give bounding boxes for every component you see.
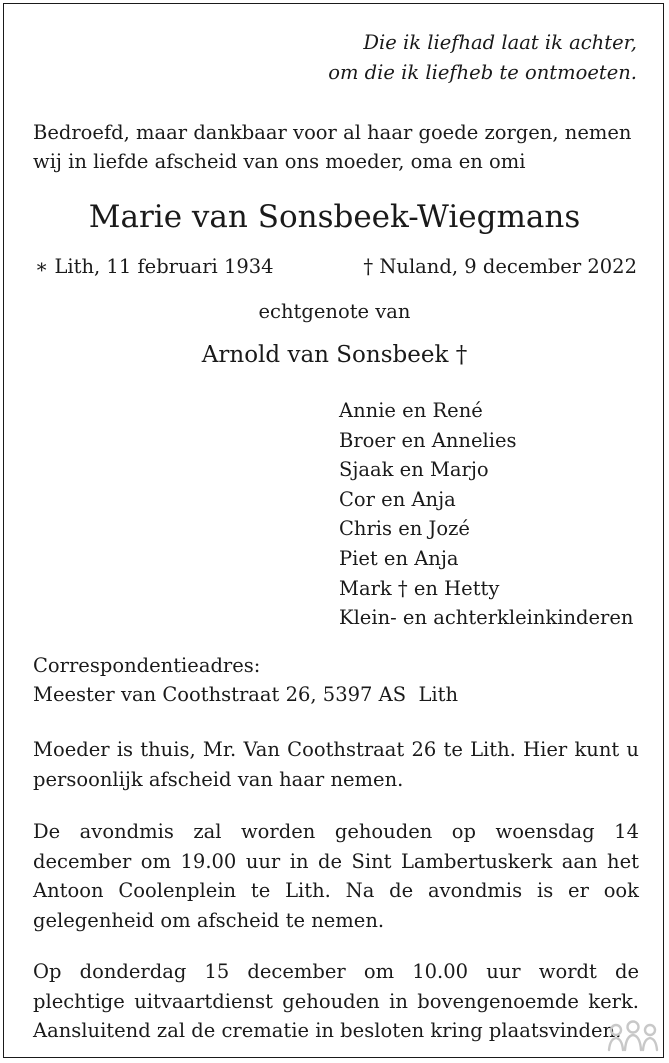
family-member: Sjaak en Marjo (339, 458, 489, 482)
intro-line-2: wij in liefde afscheid van ons moeder, oma en omi (33, 150, 526, 173)
people-group-icon (607, 1019, 659, 1053)
family-member: Mark † en Hetty (339, 576, 500, 600)
family-member: Piet en Anja (339, 546, 459, 570)
family-list (339, 396, 633, 633)
death-info: † Nuland, 9 december 2022 (363, 255, 637, 278)
birth-info: ∗ Lith, 11 februari 1934 (35, 255, 274, 278)
deceased-name: Marie van Sonsbeek-Wiegmans (88, 199, 581, 235)
family-member: Cor en Anja (339, 487, 456, 511)
intro-line-1: Bedroefd, maar dankbaar voor al haar goede zorgen, nemen (33, 121, 632, 144)
family-member: Chris en Jozé (339, 517, 470, 541)
evening-mass-paragraph: De avondmis zal worden gehouden op woensdag 14 december om 19.00 uur in de Sint Lambertuskerk aan het Antoon Coolenplein te Lith. Na de avondmis is er ook gelegenheid om afscheid te nemen. (33, 820, 639, 932)
quote-line-1: Die ik liefhad laat ik achter, (363, 31, 637, 54)
correspondence-label: Correspondentieadres: (33, 654, 261, 677)
family-member: Annie en René (339, 399, 483, 422)
correspondence-address: Meester van Coothstraat 26, 5397 AS Lith (33, 683, 459, 706)
funeral-service-paragraph: Op donderdag 15 december om 10.00 uur wordt de plechtige uitvaartdienst gehouden in bovengenoemde kerk. Aansluitend zal de crematie in besloten kring plaatsvinden. (33, 960, 639, 1042)
spouse-name: Arnold van Sonsbeek † (201, 342, 468, 368)
quote-line-2: om die ik liefheb te ontmoeten. (328, 61, 637, 84)
obituary-card (3, 3, 664, 1058)
family-member: Klein- en achterkleinkinderen (339, 606, 634, 630)
spouse-label: echtgenote van (258, 300, 411, 323)
home-paragraph: Moeder is thuis, Mr. Van Coothstraat 26 te Lith. Hier kunt u persoonlijk afscheid van haar nemen. (33, 738, 639, 791)
family-member: Broer en Annelies (339, 428, 517, 452)
